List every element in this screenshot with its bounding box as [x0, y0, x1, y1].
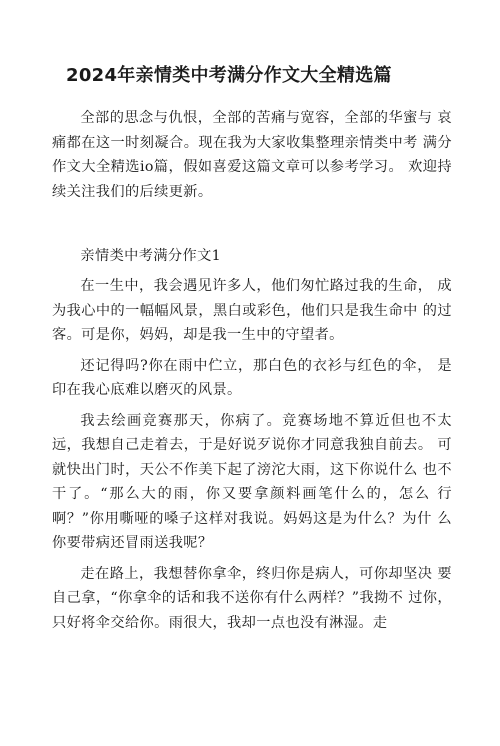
body-paragraph: 在一生中，我会遇见许多人，他们匆忙路过我的生命， 成为我心中的一幅幅风景，黑白或彩色，他们只是我生命中 的过客。可是你，妈妈，却是我一生中的守望者。 [52, 278, 452, 343]
intro-paragraph: 全部的思念与仇恨，全部的苦痛与宽容，全部的华蜜与 哀痛都在这一时刻凝合。现在我为大家收集整理亲情类中考 满分作文大全精选io篇，假如喜爱这篇文章可以参考学习。 欢迎持续关注我们的后续更新。 [52, 110, 452, 200]
section-heading: 亲情类中考满分作文1 [80, 248, 222, 264]
body-paragraph: 我去绘画竞赛那天，你病了。竞赛场地不算近但也不太 远，我想自己走着去，于是好说歹说你才同意我独自前去。 可就快出门时，天公不作美下起了滂沱大雨，这下你说什么 也不干了。“那么大的雨，你又要拿颜料画笔什么的，怎么 行啊？”你用嘶哑的嗓子这样对我说。妈妈这是为什么？为什 么你要带病还冒雨送我呢？ [52, 412, 452, 551]
document-title: 2024年亲情类中考满分作文大全精选篇 [66, 65, 392, 86]
body-paragraph: 还记得吗?你在雨中伫立，那白色的衣衫与红色的伞， 是印在我心底难以磨灭的风景。 [52, 357, 452, 398]
body-paragraph: 走在路上，我想替你拿伞，终归你是病人，可你却坚决 要自己拿，“你拿伞的话和我不送你有什么两样？”我拗不 过你，只好将伞交给你。雨很大，我却一点也没有淋湿。走 [52, 565, 452, 631]
